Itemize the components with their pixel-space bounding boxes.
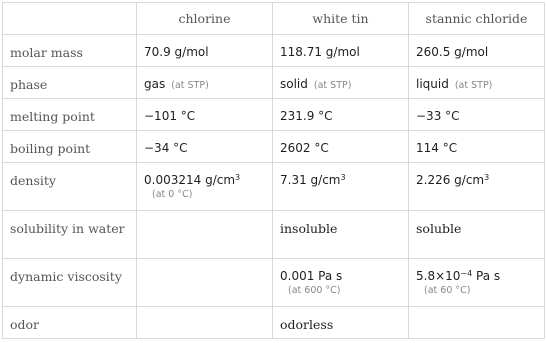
cell-value: −101 °C [137,99,273,131]
cell-value: −34 °C [137,131,273,163]
phase-value: gas [144,77,166,91]
viscosity-value: 0.001 Pa s [280,269,343,283]
cell-value: 114 °C [409,131,545,163]
cell-value [273,163,409,211]
column-header-stannic-chloride: stannic chloride [409,3,545,35]
cell-value [409,259,545,307]
cell-value [409,163,545,211]
viscosity-unit: Pa s [472,269,501,283]
table-row-odor [3,307,545,339]
condition-note: (at STP) [454,80,493,91]
cell-value [137,67,273,99]
exponent: 3 [484,173,490,182]
column-header-chlorine: chlorine [137,3,273,35]
cell-value: insoluble [273,211,409,259]
condition-note: (at STP) [171,80,209,91]
table-row-solubility [3,211,545,259]
corner-cell [3,3,137,35]
viscosity-mantissa: 5.8×10 [416,269,461,283]
condition-note: (at 60 °C) [424,285,471,296]
row-label: odor [3,307,137,339]
cell-value [409,307,545,339]
density-value: 2.226 g/cm [416,173,485,187]
density-value: 0.003214 g/cm [144,173,236,187]
table-row-boiling-point [3,131,545,163]
cell-value: 260.5 g/mol [409,35,545,67]
cell-value [273,67,409,99]
cell-value: 70.9 g/mol [137,35,273,67]
condition-note: (at 0 °C) [152,189,193,200]
exponent: −4 [460,269,473,278]
density-value: 7.31 g/cm [280,173,341,187]
cell-value: 231.9 °C [273,99,409,131]
row-label: melting point [3,99,137,131]
row-label: density [3,163,137,211]
row-label: dynamic viscosity [3,259,137,307]
header-row [3,3,545,35]
cell-value: odorless [273,307,409,339]
table-row-density [3,163,545,211]
row-label: phase [3,67,137,99]
exponent: 3 [235,173,241,182]
row-label: boiling point [3,131,137,163]
cell-value [409,67,545,99]
column-header-white-tin: white tin [273,3,409,35]
cell-value: 118.71 g/mol [273,35,409,67]
row-label: solubility in water [3,211,137,259]
cell-value: 2602 °C [273,131,409,163]
phase-value: solid [280,77,308,91]
cell-value [137,163,273,211]
comparison-table [2,2,545,339]
phase-value: liquid [416,77,449,91]
cell-value [273,259,409,307]
table-row-melting-point [3,99,545,131]
row-label: molar mass [3,35,137,67]
table-row-dynamic-viscosity [3,259,545,307]
cell-value: −33 °C [409,99,545,131]
cell-value [137,211,273,259]
exponent: 3 [340,173,346,182]
cell-value [137,259,273,307]
condition-note: (at STP) [313,80,352,91]
cell-value: soluble [409,211,545,259]
table-row-phase [3,67,545,99]
table-row-molar-mass [3,35,545,67]
condition-note: (at 600 °C) [288,285,341,296]
cell-value [137,307,273,339]
